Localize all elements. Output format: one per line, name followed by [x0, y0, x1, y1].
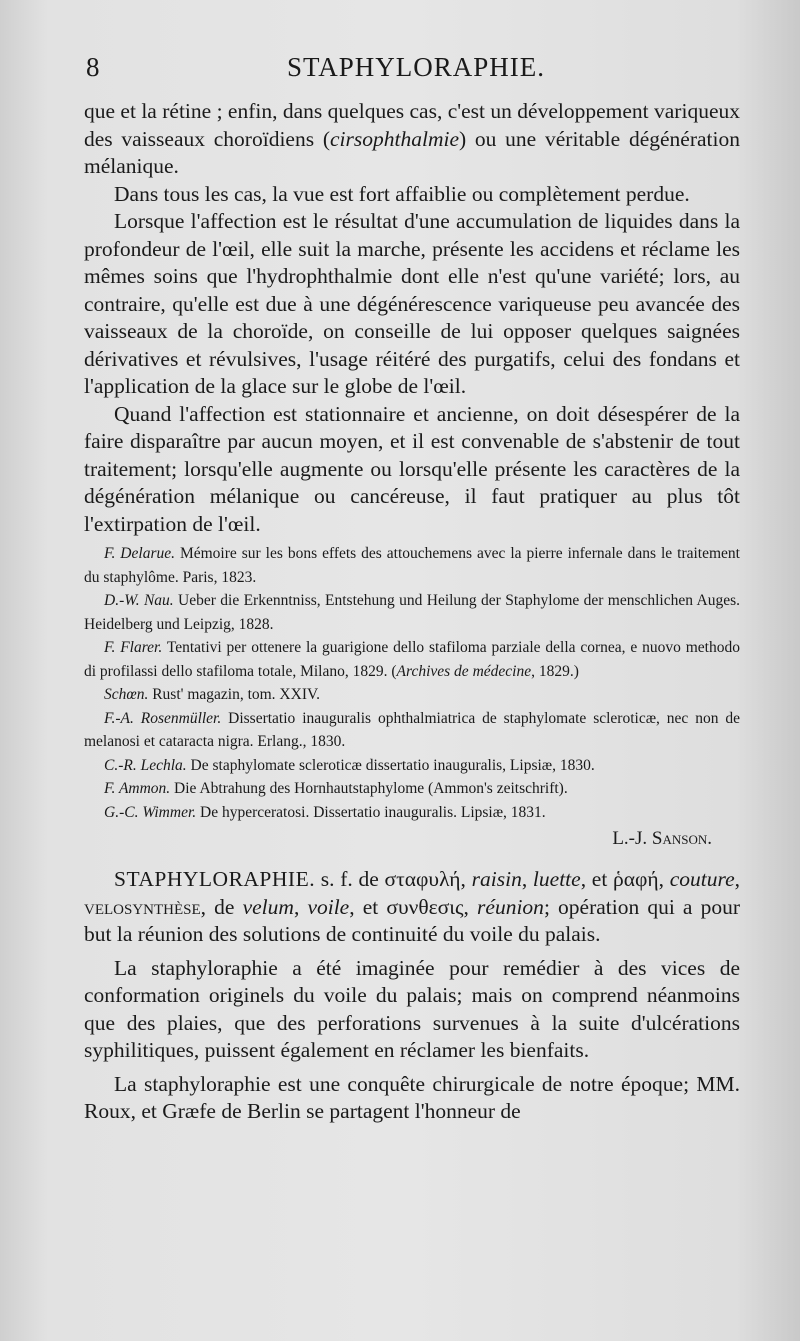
running-head: STAPHYLORAPHIE. — [286, 52, 546, 82]
reference-6 — [84, 754, 740, 778]
signature-name: Sanson. — [651, 828, 712, 849]
entry-separator: , — [463, 894, 478, 919]
entry-greek-3: συνθεσις — [386, 894, 464, 919]
reference-author: F. Ammon. — [104, 780, 171, 797]
entry-gloss-5: réunion — [477, 894, 544, 919]
entry-separator: , — [521, 867, 533, 891]
reference-text: De hyperceratosi. Dissertatio inauguralis. Lipsiæ, 1831. — [196, 803, 546, 821]
paragraph-1-text: que et la rétine ; enfin, dans quelques cas, c'est un développement variqueux des vaisseaux choroïdiens ( — [84, 99, 740, 151]
reference-after: , 1829.) — [531, 662, 579, 680]
reference-author: F. Delarue. — [104, 545, 175, 562]
entry-latin: velum — [242, 894, 294, 919]
reference-text: Dissertatio inauguralis ophthalmiatrica de staphylomate scleroticæ, nec non de melanosi et cataracta nigra. Erlang., 1830. — [84, 709, 740, 750]
body-text — [84, 98, 740, 1126]
reference-2 — [84, 589, 740, 636]
reference-8 — [84, 801, 740, 825]
reference-text: Ueber die Erkenntniss, Entstehung und Heilung der Staphylome der menschlichen Auges. Heidelberg und Leipzig, 1828. — [84, 592, 740, 633]
paragraph-2: Dans tous les cas, la vue est fort affaiblie ou complètement perdue. — [114, 181, 690, 206]
reference-author: F.-A. Rosenmüller. — [104, 709, 222, 727]
reference-1 — [84, 542, 740, 589]
entry-greek-1: σταφυλή — [384, 867, 461, 891]
signature-initials: L.-J. — [612, 828, 648, 849]
paragraph-1-italic: cirsophthalmie — [330, 126, 459, 151]
entry-separator: , de — [200, 894, 243, 919]
entry-gloss-1: raisin — [471, 867, 522, 891]
entry-separator: , et — [580, 867, 613, 891]
entry-headword: STAPHYLORAPHIE. — [114, 867, 316, 891]
reference-text: De staphylomate scleroticæ dissertatio inauguralis, Lipsiæ, 1830. — [186, 756, 595, 774]
paragraph-1 — [84, 98, 740, 181]
reference-4 — [84, 683, 740, 707]
reference-text: Mémoire sur les bons effets des attouchemens avec la pierre infernale dans le traitement du staphylôme. Paris, 1823. — [84, 545, 740, 586]
reference-author: C.-R. Lechla. — [104, 756, 187, 774]
reference-text: Die Abtrahung des Hornhautstaphylome (Ammon's zeitschrift). — [170, 780, 568, 797]
paragraph-3: Lorsque l'affection est le résultat d'une accumulation de liquides dans la profondeur de l'œil, elle suit la marche, présente les accidens et réclame les mêmes soins que l'hydrophthalmie dont elle n'est qu'une variété; lors, au contraire, qu'elle est due à une dégénérescence variqueuse peu avancée des vaisseaux de la choroïde, on conseille de lui opposer quelques saignées dérivatives et révulsives, l'usage réitéré des purgatifs, celui des fondans et l'application de la glace sur le globe de l'œil. — [84, 209, 740, 398]
entry-grammar: s. f. de — [315, 867, 385, 891]
entry-gloss-3: couture — [669, 867, 735, 891]
reference-author: Schœn. — [104, 686, 149, 703]
paragraph-4: Quand l'affection est stationnaire et ancienne, on doit désespérer de la faire disparaître par aucun moyen, et il est convenable de s'abstenir de tout traitement; lorsqu'elle augmente ou lorsqu'elle présente les caractères de la dégénération mélanique ou cancéreuse, il faut pratiquer au plus tôt l'extirpation de l'œil. — [84, 401, 740, 536]
entry-gloss-4: voile — [307, 894, 350, 919]
paragraph-1-after: ) ou une véritable dégénération mélanique. — [84, 126, 740, 178]
entry-greek-2: ῥαφή — [613, 867, 659, 891]
entry-separator: , — [293, 894, 308, 919]
page-number: 8 — [86, 52, 100, 82]
reference-author: D.-W. Nau. — [104, 592, 174, 609]
entry-gloss-2: luette — [532, 867, 581, 891]
reference-3 — [84, 636, 740, 683]
entry-separator: , — [734, 867, 741, 891]
bibliography — [84, 542, 740, 824]
reference-text: Rust' magazin, tom. XXIV. — [148, 686, 321, 703]
dictionary-entry — [84, 866, 740, 949]
paragraph-6: La staphyloraphie est une conquête chirurgicale de notre époque; MM. Roux, et Græfe de Berlin se partagent l'honneur de — [84, 1071, 740, 1123]
author-signature — [84, 826, 740, 852]
entry-separator: , — [460, 867, 472, 891]
paragraph-5: La staphyloraphie a été imaginée pour remédier à des vices de conformation originels du voile du palais; mais on comprend néanmoins que des plaies, que des perforations survenues à la suite d'ulcérations syphilitiques, puissent également en réclamer les bienfaits. — [84, 955, 740, 1062]
entry-synonym: velosynthèse — [84, 894, 201, 919]
reference-author: F. Flarer. — [104, 639, 163, 656]
page-header — [86, 52, 746, 92]
reference-7 — [84, 777, 740, 801]
entry-separator: , et — [349, 894, 387, 919]
reference-5 — [84, 707, 740, 754]
reference-author: G.-C. Wimmer. — [104, 803, 197, 821]
entry-definition: ; opération qui a pour but la réunion des solutions de continuité du voile du palais. — [84, 894, 741, 946]
entry-separator: , — [658, 867, 670, 891]
reference-italic: Archives de médecine — [396, 662, 532, 680]
reference-text: Tentativi per ottenere la guarigione dello stafiloma parziale della cornea, e nuovo methodo di profilassi dello stafiloma totale, Milano, 1829. ( — [84, 639, 740, 680]
